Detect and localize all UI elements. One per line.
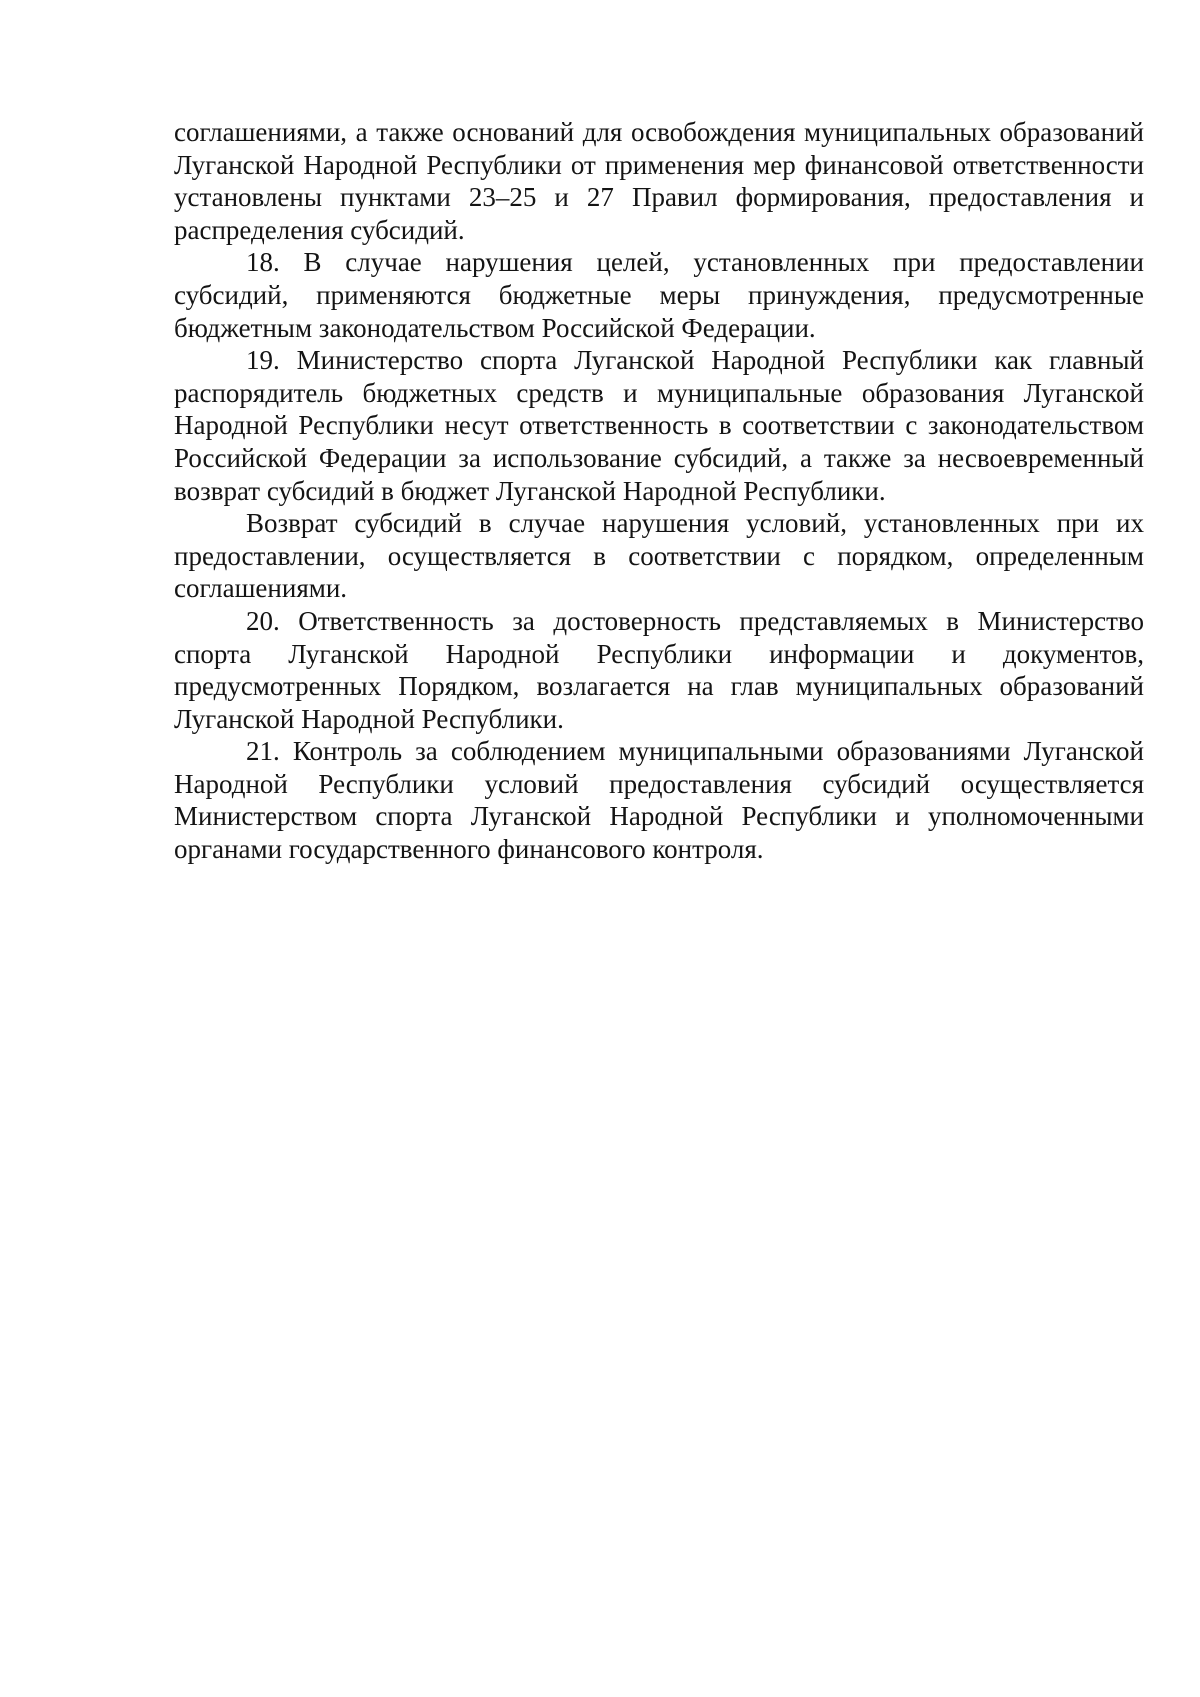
paragraph-19-return: Возврат субсидий в случае нарушения условий, установленных при их предоставлении, осуществляется в соответствии с порядком, определенным соглашениями. xyxy=(174,508,1144,604)
paragraph-18: 18. В случае нарушения целей, установленных при предоставлении субсидий, применяются бюджетные меры принуждения, предусмотренные бюджетным законодательством Российской Федерации. xyxy=(174,247,1144,343)
document-page xyxy=(174,116,1144,866)
paragraph-21: 21. Контроль за соблюдением муниципальными образованиями Луганской Народной Республики условий предоставления субсидий осуществляется Министерством спорта Луганской Народной Республики и уполномоченными органами государственного финансового контроля. xyxy=(174,736,1144,865)
paragraph-continuation: соглашениями, а также оснований для освобождения муниципальных образований Луганской Народной Республики от применения мер финансовой ответственности установлены пунктами 23–25 и 27 Правил формирования, предоставления и распределения субсидий. xyxy=(174,117,1144,245)
paragraph-20: 20. Ответственность за достоверность представляемых в Министерство спорта Луганской Народной Республики информации и документов, предусмотренных Порядком, возлагается на глав муниципальных образований Луганской Народной Республики. xyxy=(174,605,1144,734)
paragraph-19: 19. Министерство спорта Луганской Народной Республики как главный распорядитель бюджетных средств и муниципальные образования Луганской Народной Республики несут ответственность в соответствии с законодательством Российской Федерации за использование субсидий, а также за несвоевременный возврат субсидий в бюджет Луганской Народной Республики. xyxy=(174,345,1144,506)
